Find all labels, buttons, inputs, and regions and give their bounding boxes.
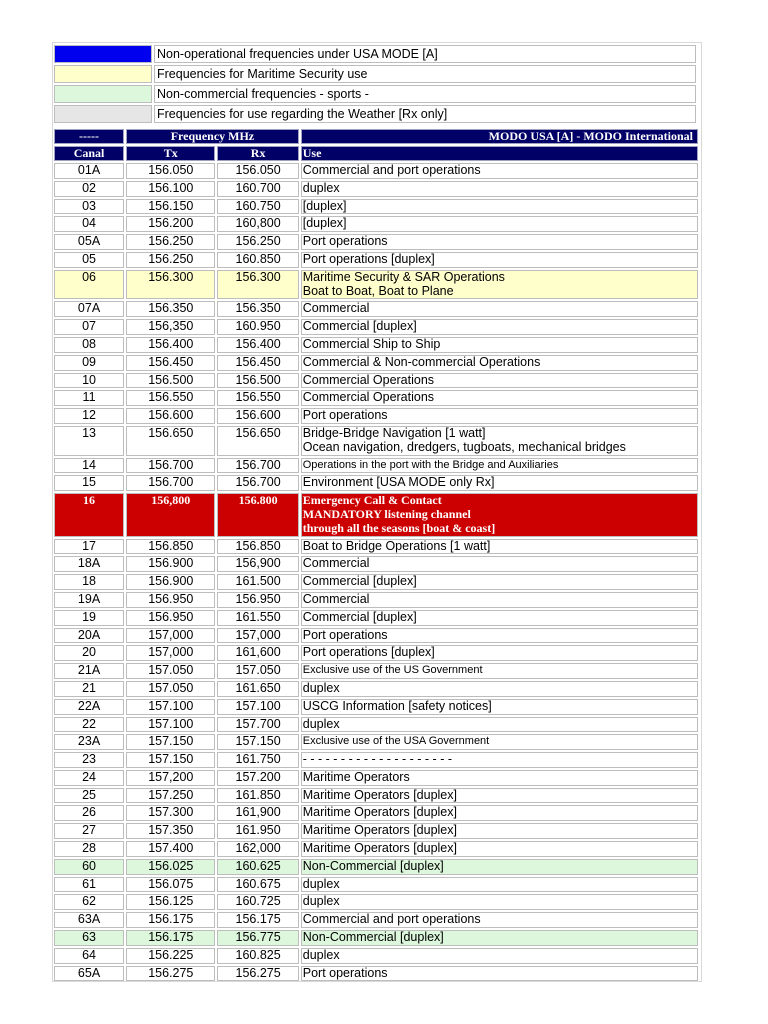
cell-use-line: Commercial and port operations [302,163,481,177]
cell-rx: 161.950 [217,823,298,839]
cell-use-line: Emergency Call & Contact [302,493,442,508]
cell-canal: 10 [54,373,124,389]
cell-canal: 20 [54,645,124,661]
cell-canal: 06 [54,270,124,300]
cell-canal: 19 [54,610,124,626]
header-mode: MODO USA [A] - MODO International [301,129,698,144]
cell-rx: 161.500 [217,574,298,590]
cell-canal: 17 [54,539,124,555]
cell-use [301,645,698,661]
cell-tx: 157.050 [126,681,215,697]
cell-use-line: Commercial Operations [302,372,435,387]
cell-use-line: through all the seasons [boat & coast] [302,520,496,535]
cell-tx: 157.400 [126,841,215,857]
cell-tx: 156.075 [126,877,215,893]
cell-canal: 64 [54,948,124,964]
table-row [54,408,698,424]
cell-tx: 157.100 [126,717,215,733]
cell-tx: 157.150 [126,752,215,768]
cell-tx: 156.050 [126,163,215,179]
cell-use [301,355,698,371]
cell-tx: 156,350 [126,319,215,335]
cell-use [301,752,698,768]
table-row [54,252,698,268]
cell-use-line: duplex [302,180,340,195]
cell-rx: 160.675 [217,877,298,893]
cell-rx: 161,900 [217,805,298,821]
table-row [54,337,698,353]
cell-canal: 21A [54,663,124,679]
cell-rx: 156.250 [217,234,298,250]
cell-tx: 157,200 [126,770,215,786]
cell-tx: 156.275 [126,966,215,982]
cell-rx: 160.950 [217,319,298,335]
cell-rx: 156.600 [217,408,298,424]
cell-use-line: duplex [302,894,340,909]
cell-rx: 157.100 [217,699,298,715]
table-row [54,894,698,910]
cell-canal: 24 [54,770,124,786]
cell-use-line: Exclusive use of the US Government [302,664,483,677]
cell-rx: 161.850 [217,788,298,804]
cell-canal: 07 [54,319,124,335]
cell-use-line: [duplex] [302,198,347,213]
cell-use-line: Ocean navigation, dredgers, tugboats, mechanical bridges [302,439,626,454]
cell-tx: 156.225 [126,948,215,964]
cell-tx: 156.200 [126,216,215,232]
cell-rx: 156.500 [217,373,298,389]
table-row [54,966,698,982]
cell-rx: 156.775 [217,930,298,946]
table-row [54,841,698,857]
cell-canal: 22A [54,699,124,715]
legend-text: Non-operational frequencies under USA MODE [A] [154,45,696,63]
cell-tx: 156.900 [126,556,215,572]
cell-use [301,930,698,946]
table-row [54,539,698,555]
table-row [54,912,698,928]
cell-use [301,373,698,389]
cell-canal: 15 [54,475,124,491]
cell-tx: 156,800 [126,493,215,536]
cell-use [301,699,698,715]
cell-canal: 63A [54,912,124,928]
cell-canal: 21 [54,681,124,697]
table-row [54,301,698,317]
cell-canal: 12 [54,408,124,424]
cell-tx: 157.250 [126,788,215,804]
cell-canal: 01A [54,163,124,179]
table-row [54,270,698,300]
cell-tx: 156.450 [126,355,215,371]
table-row [54,752,698,768]
cell-use [301,610,698,626]
cell-canal: 65A [54,966,124,982]
table-row [54,355,698,371]
cell-use-line: duplex [302,680,340,695]
cell-use [301,912,698,928]
cell-use [301,458,698,474]
cell-use [301,301,698,317]
legend-row [54,45,696,63]
cell-use-line: Maritime Operators [302,769,410,784]
table-row [54,717,698,733]
cell-use [301,181,698,197]
cell-canal: 20A [54,628,124,644]
cell-use [301,426,698,456]
cell-use [301,663,698,679]
table-row [54,556,698,572]
cell-use-line: Commercial [302,591,370,606]
cell-use-line: Commercial [302,556,370,571]
cell-use-line: Operations in the port with the Bridge and Auxiliaries [302,458,559,471]
cell-use-line: Commercial [302,301,370,316]
header-frequency: Frequency MHz [126,129,299,144]
table-row [54,859,698,875]
cell-tx: 156.300 [126,270,215,300]
color-legend [52,43,698,125]
cell-use-line: USCG Information [safety notices] [302,698,492,713]
cell-use [301,805,698,821]
cell-canal: 18 [54,574,124,590]
table-row [54,181,698,197]
legend-row [54,85,696,103]
cell-canal: 05A [54,234,124,250]
cell-tx: 156.900 [126,574,215,590]
cell-use [301,734,698,750]
table-row [54,319,698,335]
cell-use [301,770,698,786]
legend-swatch [54,45,152,63]
cell-tx: 157,000 [126,628,215,644]
table-row [54,475,698,491]
cell-tx: 156.400 [126,337,215,353]
cell-tx: 156.150 [126,199,215,215]
cell-rx: 156.050 [217,163,298,179]
cell-canal: 13 [54,426,124,456]
cell-use-line: duplex [302,876,340,891]
cell-rx: 160.850 [217,252,298,268]
cell-rx: 157,000 [217,628,298,644]
cell-use [301,270,698,300]
cell-use [301,539,698,555]
table-row [54,699,698,715]
cell-use-line: Port operations [302,234,388,249]
cell-tx: 156.700 [126,475,215,491]
cell-tx: 156.500 [126,373,215,389]
cell-use-line: duplex [302,716,340,731]
cell-rx: 156.400 [217,337,298,353]
table-row [54,199,698,215]
cell-canal: 27 [54,823,124,839]
cell-tx: 156.350 [126,301,215,317]
cell-use-line: Maritime Security & SAR Operations [302,269,505,284]
cell-use-line: Commercial & Non-commercial Operations [302,354,541,369]
cell-tx: 157.050 [126,663,215,679]
cell-rx: 161,600 [217,645,298,661]
cell-canal: 14 [54,458,124,474]
cell-use-line: Commercial [duplex] [302,574,417,589]
cell-tx: 156.950 [126,592,215,608]
legend-text: Non-commercial frequencies - sports - [154,85,696,103]
header-row-1 [54,129,698,144]
cell-tx: 156.950 [126,610,215,626]
cell-rx: 157.200 [217,770,298,786]
cell-rx: 156.850 [217,539,298,555]
header-tx: Tx [126,146,215,161]
cell-use [301,628,698,644]
cell-use-line: Commercial Operations [302,390,435,405]
cell-rx: 160,800 [217,216,298,232]
cell-use-line: Port operations [302,627,388,642]
cell-rx: 156.350 [217,301,298,317]
cell-tx: 157.350 [126,823,215,839]
cell-tx: 156.175 [126,930,215,946]
cell-use-line: duplex [302,947,340,962]
table-row [54,373,698,389]
table-row [54,877,698,893]
legend-swatch [54,65,152,83]
cell-tx: 156.600 [126,408,215,424]
table-row [54,788,698,804]
cell-use [301,493,698,536]
cell-canal: 03 [54,199,124,215]
cell-rx: 160.700 [217,181,298,197]
cell-use [301,948,698,964]
cell-use [301,199,698,215]
cell-canal: 07A [54,301,124,317]
cell-use [301,556,698,572]
cell-use-line: Port operations [302,408,388,423]
legend-row [54,105,696,123]
cell-rx: 161.550 [217,610,298,626]
cell-canal: 61 [54,877,124,893]
cell-use [301,841,698,857]
cell-rx: 157.150 [217,734,298,750]
cell-rx: 160.725 [217,894,298,910]
cell-rx: 156.175 [217,912,298,928]
cell-use-line: Maritime Operators [duplex] [302,841,457,856]
legend-text: Frequencies for use regarding the Weather [Rx only] [154,105,696,123]
cell-rx: 161.650 [217,681,298,697]
header-rx: Rx [217,146,298,161]
cell-use [301,788,698,804]
cell-canal: 60 [54,859,124,875]
cell-canal: 26 [54,805,124,821]
cell-rx: 156.700 [217,475,298,491]
cell-tx: 156.025 [126,859,215,875]
cell-use-line: Commercial and port operations [302,912,481,927]
table-row [54,663,698,679]
cell-rx: 160.625 [217,859,298,875]
table-row [54,390,698,406]
cell-canal: 25 [54,788,124,804]
cell-canal: 62 [54,894,124,910]
cell-use [301,475,698,491]
cell-use [301,592,698,608]
table-row [54,426,698,456]
cell-use-line: Commercial [duplex] [302,319,417,334]
header-use: Use [301,146,698,161]
cell-use [301,966,698,982]
cell-canal: 02 [54,181,124,197]
header-row-2 [54,146,698,161]
cell-tx: 156.125 [126,894,215,910]
cell-canal: 23 [54,752,124,768]
cell-rx: 156.550 [217,390,298,406]
cell-use [301,319,698,335]
cell-canal: 63 [54,930,124,946]
cell-canal: 23A [54,734,124,750]
cell-tx: 156.850 [126,539,215,555]
cell-rx: 157.050 [217,663,298,679]
cell-use [301,234,698,250]
cell-use-line: Port operations [duplex] [302,645,435,660]
table-row [54,574,698,590]
cell-use-line: Commercial [duplex] [302,609,417,624]
cell-rx: 160.750 [217,199,298,215]
cell-rx: 161.750 [217,752,298,768]
legend-row [54,65,696,83]
cell-use [301,252,698,268]
cell-use-line: Environment [USA MODE only Rx] [302,475,495,490]
table-row [54,805,698,821]
cell-rx: 157.700 [217,717,298,733]
cell-canal: 28 [54,841,124,857]
cell-use [301,823,698,839]
cell-use [301,337,698,353]
cell-use [301,894,698,910]
cell-canal: 05 [54,252,124,268]
cell-rx: 156,900 [217,556,298,572]
cell-use-line: Non-Commercial [duplex] [302,930,444,945]
cell-rx: 156.950 [217,592,298,608]
cell-tx: 157.150 [126,734,215,750]
cell-use-line: [duplex] [302,216,347,231]
cell-rx: 156.450 [217,355,298,371]
table-row [54,628,698,644]
cell-canal: 04 [54,216,124,232]
table-row [54,823,698,839]
cell-canal: 11 [54,390,124,406]
cell-rx: 156.700 [217,458,298,474]
cell-use-line: Maritime Operators [duplex] [302,805,457,820]
legend-swatch [54,105,152,123]
cell-use-line: Bridge-Bridge Navigation [1 watt] [302,425,486,440]
table-row [54,930,698,946]
cell-use-line: Boat to Bridge Operations [1 watt] [302,538,491,553]
header-dash: ----- [54,129,124,144]
cell-canal: 08 [54,337,124,353]
cell-use-line: Maritime Operators [duplex] [302,787,457,802]
table-row [54,163,698,179]
cell-tx: 157,000 [126,645,215,661]
cell-rx: 156.300 [217,270,298,300]
cell-rx: 156.275 [217,966,298,982]
table-row [54,645,698,661]
frequency-table [52,127,700,983]
legend-swatch [54,85,152,103]
table-row [54,458,698,474]
cell-use [301,717,698,733]
table-row [54,948,698,964]
table-row [54,234,698,250]
cell-tx: 156.175 [126,912,215,928]
table-row [54,734,698,750]
cell-tx: 156.250 [126,234,215,250]
table-row [54,216,698,232]
cell-rx: 156.800 [217,493,298,536]
cell-use-line: Port operations [302,965,388,980]
table-row [54,493,698,536]
cell-tx: 157.300 [126,805,215,821]
cell-canal: 09 [54,355,124,371]
cell-tx: 156.650 [126,426,215,456]
cell-use [301,408,698,424]
cell-canal: 19A [54,592,124,608]
cell-use [301,216,698,232]
cell-tx: 157.100 [126,699,215,715]
cell-use [301,859,698,875]
cell-use-line: Port operations [duplex] [302,251,435,266]
cell-canal: 18A [54,556,124,572]
cell-canal: 22 [54,717,124,733]
legend-text: Frequencies for Maritime Security use [154,65,696,83]
table-row [54,592,698,608]
cell-use [301,390,698,406]
cell-use-line: Exclusive use of the USA Government [302,735,490,748]
table-row [54,770,698,786]
cell-tx: 156.700 [126,458,215,474]
cell-use [301,877,698,893]
table-row [54,610,698,626]
cell-use-line: Non-Commercial [duplex] [302,858,444,873]
cell-use [301,681,698,697]
cell-use-line: Maritime Operators [duplex] [302,823,457,838]
cell-use [301,574,698,590]
cell-tx: 156.550 [126,390,215,406]
header-canal: Canal [54,146,124,161]
cell-use-line: Boat to Boat, Boat to Plane [302,283,454,298]
table-row [54,681,698,697]
cell-use [301,163,698,179]
cell-rx: 160.825 [217,948,298,964]
cell-tx: 156.250 [126,252,215,268]
cell-tx: 156.100 [126,181,215,197]
cell-rx: 156.650 [217,426,298,456]
cell-canal: 16 [54,493,124,536]
cell-use-line: Commercial Ship to Ship [302,336,441,351]
cell-use-line: - - - - - - - - - - - - - - - - - - - - [302,752,452,767]
cell-use-line: MANDATORY listening channel [302,506,471,521]
cell-rx: 162,000 [217,841,298,857]
